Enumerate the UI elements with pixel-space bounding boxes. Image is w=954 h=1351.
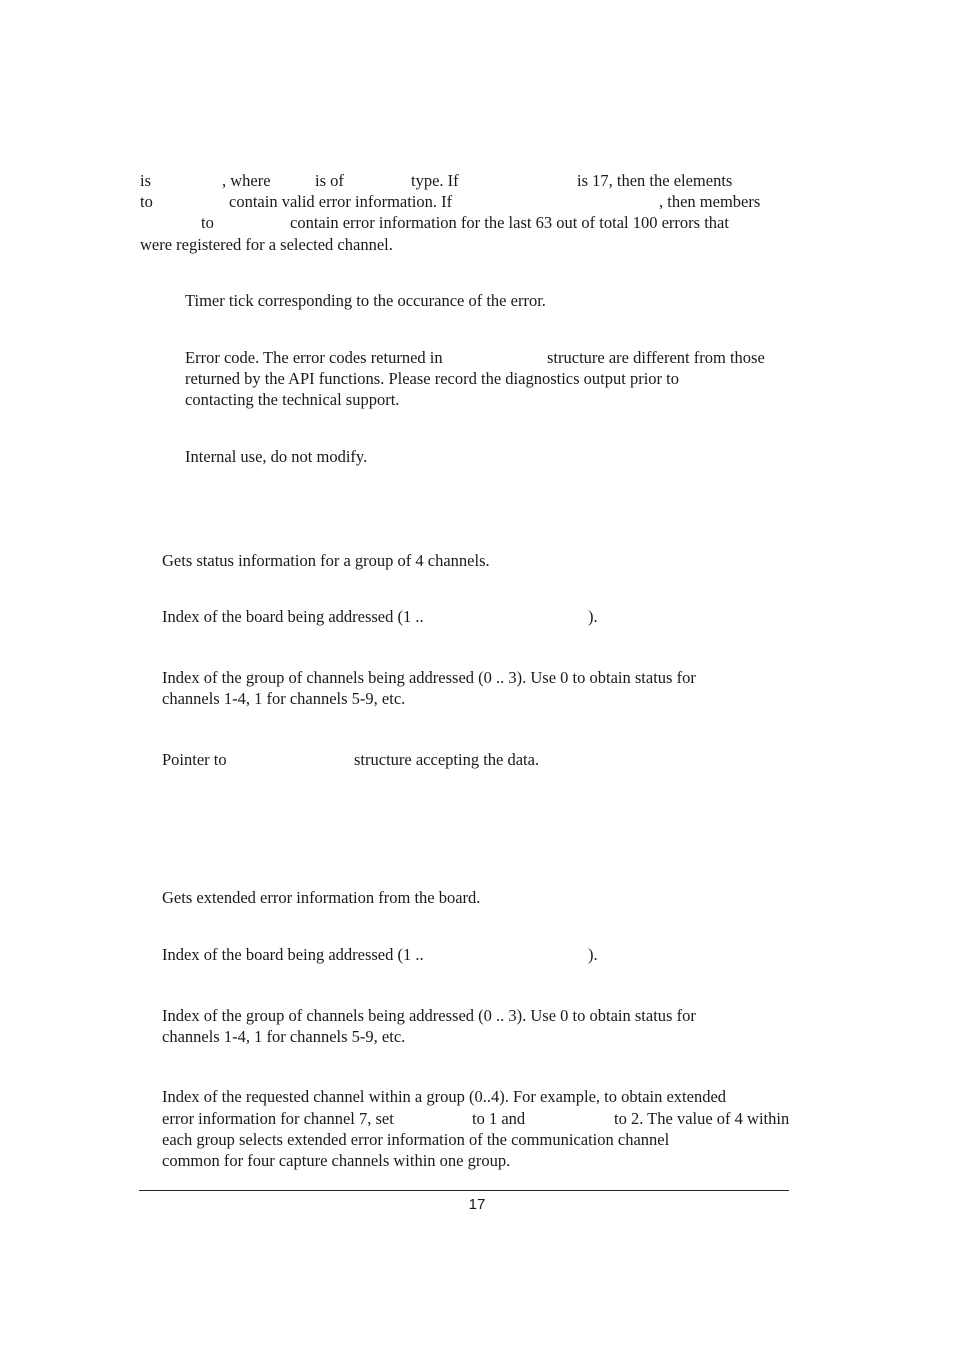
function2-channel-param-line2a: error information for channel 7, set <box>162 1109 394 1128</box>
function2-group-param-line2: channels 1-4, 1 for channels 5-9, etc. <box>162 1027 406 1046</box>
intro-line1-seg4: is 17, then the elements <box>577 171 733 190</box>
function2-channel-param-line2b: to 1 and <box>472 1109 526 1128</box>
intro-line1-seg3: type. If <box>411 171 459 190</box>
function2-description: Gets extended error information from the board. <box>162 888 481 907</box>
timer-field-description: Timer tick corresponding to the occurance of the error. <box>185 291 546 310</box>
intro-line2-seg2: , then members <box>659 192 761 211</box>
function1-description: Gets status information for a group of 4 channels. <box>162 551 490 570</box>
function2-channel-param-line4: common for four capture channels within one group. <box>162 1151 511 1170</box>
error-code-description-a: Error code. The error codes returned in <box>185 348 443 367</box>
function1-pointer-param-a: Pointer to <box>162 750 227 769</box>
intro-line4: were registered for a selected channel. <box>140 235 393 254</box>
function1-pointer-param-b: structure accepting the data. <box>354 750 540 769</box>
function2-board-param-a: Index of the board being addressed (1 .. <box>162 945 424 964</box>
function1-board-param-a: Index of the board being addressed (1 .. <box>162 607 424 626</box>
function1-group-param-line1: Index of the group of channels being addressed (0 .. 3). Use 0 to obtain status for <box>162 668 696 687</box>
error-code-description-line3: contacting the technical support. <box>185 390 400 409</box>
error-code-description-b: structure are different from those <box>547 348 765 367</box>
error-code-description-line2: returned by the API functions. Please record the diagnostics output prior to <box>185 369 679 388</box>
footer-divider <box>139 1190 789 1191</box>
intro-line1-seg0: is <box>140 171 152 190</box>
intro-line2-seg1: contain valid error information. If <box>229 192 453 211</box>
intro-line2-seg0: to <box>140 192 153 211</box>
function2-board-param-b: ). <box>588 945 598 964</box>
function2-group-param-line1: Index of the group of channels being addressed (0 .. 3). Use 0 to obtain status for <box>162 1006 696 1025</box>
intro-line1-seg2: is of <box>315 171 344 190</box>
internal-field-description: Internal use, do not modify. <box>185 447 368 466</box>
function1-group-param-line2: channels 1-4, 1 for channels 5-9, etc. <box>162 689 406 708</box>
page-number: 17 <box>468 1196 486 1213</box>
function2-channel-param-line2c: to 2. The value of 4 within <box>614 1109 790 1128</box>
function1-board-param-b: ). <box>588 607 598 626</box>
function2-channel-param-line1: Index of the requested channel within a group (0..4). For example, to obtain extended <box>162 1087 727 1106</box>
intro-line3-seg0: to <box>201 213 214 232</box>
intro-line3-seg1: contain error information for the last 63 out of total 100 errors that <box>290 213 729 232</box>
intro-line1-seg1: , where <box>222 171 271 190</box>
function2-channel-param-line3: each group selects extended error information of the communication channel <box>162 1130 670 1149</box>
